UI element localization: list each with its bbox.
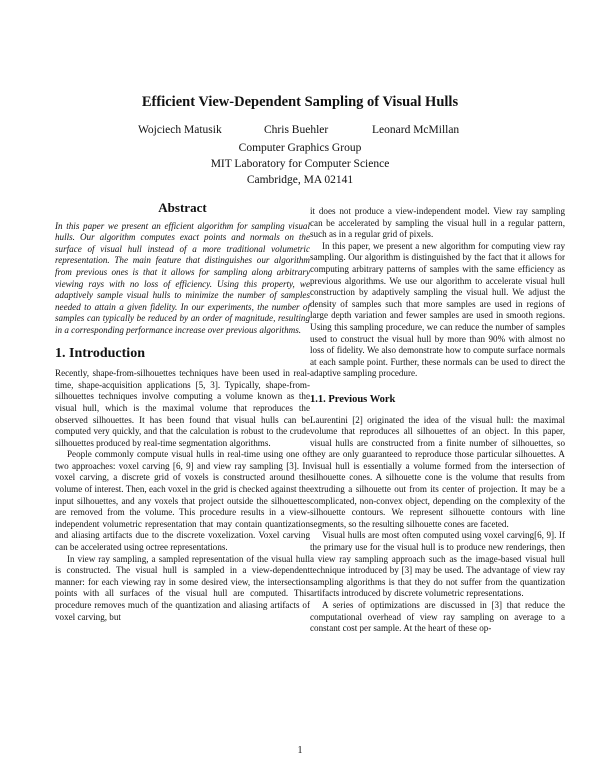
- affiliation-city: Cambridge, MA 02141: [246, 174, 354, 186]
- author-2: Chris Buehler: [264, 124, 329, 136]
- intro-paragraph-3-continued: it does not produce a view-independent model. View ray sampling can be accelerated by sampling the visual hull in a regular pattern, such as in a regular grid of pixels.: [310, 206, 565, 240]
- right-column: [310, 206, 565, 635]
- previous-work-heading: 1.1. Previous Work: [310, 393, 396, 405]
- abstract-body: In this paper we present an efficient algorithm for sampling visual hulls. Our algorithm computes exact points and normals on the surface of visual hull instead of a more traditional volumetric representation. The main feature that distinguishes our algorithm from previous ones is that it allows for sampling along arbitrary viewing rays with no loss of efficiency. Using this property, we adaptively sample visual hulls to minimize the number of samples needed to attain a given fidelity. In our experiments, the number of samples can typically be reduced by an order of magnitude, resulting in a corresponding performance increase over previous algorithms.: [55, 220, 310, 335]
- intro-paragraph-4: In this paper, we present a new algorithm for computing view ray sampling. Our algorithm is distinguished by the fact that it allows for computing arbitrary patterns of samples with the same efficiency as previous algorithms. We use our algorithm to accelerate visual hull construction by adaptively sampling the visual hull. We adjust the density of samples such that more samples are used in regions of large depth variation and fewer samples are used in smooth regions. Using this sampling procedure, we can reduce the number of samples used to construct the visual hull by more than 90% with almost no loss of fidelity. We also demonstrate how to compute surface normals at each sample point. Further, these normals can be used to direct the adaptive sampling procedure.: [310, 240, 565, 379]
- author-list: [0, 124, 600, 140]
- previous-work-paragraph-1: Laurentini [2] originated the idea of the visual hull: the maximal volume that reproduces all silhouettes of an object. In this paper, visual hulls are constructed from a finite number of silhouettes, so they are only guaranteed to reproduce those particular silhouettes. A visual hull is essentially a volume formed from the intersection of silhouette cones. A silhouette cone is the volume that results from extruding a silhouette out from its center of projection. It may be a complicated, non-convex object, depending on the complexity of the silhouette contours. We represent silhouette contours with line segments, so the resulting silhouette cones are faceted.: [310, 414, 565, 529]
- affiliation-lab: MIT Laboratory for Computer Science: [210, 158, 390, 170]
- previous-work-paragraph-2: Visual hulls are most often computed using voxel carving[6, 9]. If the primary use for the visual hull is to produce new renderings, then a view ray sampling approach such as the image-based visual hull technique introduced by [3] may be used. The advantage of view ray sampling algorithms is that they do not suffer from the quantization artifacts introduced by discrete volumetric representations.: [310, 530, 565, 599]
- introduction-heading: 1. Introduction: [55, 345, 145, 361]
- intro-paragraph-3: In view ray sampling, a sampled representation of the visual hull is constructed. The visual hull is sampled in a view-dependent manner: for each viewing ray in some desired view, the intersection points with all surfaces of the visual hull are computed. This procedure removes much of the quantization and aliasing artifacts of voxel carving, but: [55, 553, 310, 622]
- left-column: [55, 202, 310, 623]
- affiliation: [0, 140, 600, 188]
- previous-work-paragraph-3: A series of optimizations are discussed in [3] that reduce the computational overhead of view ray sampling on average to a constant cost per sample. At the heart of these op-: [310, 600, 565, 634]
- affiliation-group: Computer Graphics Group: [238, 142, 362, 154]
- intro-paragraph-1: Recently, shape-from-silhouettes techniques have been used in real-time, shape-acquisition applications [5, 3]. Typically, shape-from-silhouettes techniques involve computing a volume known as the visual hull, which is the maximal volume that reproduces the observed silhouettes. It has been found that visual hulls can be computed very quickly, and that the calculation is robust to the crude silhouettes produced by real-time segmentation algorithms.: [55, 368, 310, 448]
- intro-paragraph-2: People commonly compute visual hulls in real-time using one of two approaches: voxel carving [6, 9] and view ray sampling [3]. In voxel carving, a discrete grid of voxels is constructed around the volume of interest. Then, each voxel in the grid is checked against the input silhouettes, and any voxels that project outside the silhouettes are removed from the volume. This procedure results in a view-independent volumetric representation that may contain quantization and aliasing artifacts due to the discrete voxelization. Voxel carving can be accelerated using octree representations.: [55, 449, 310, 553]
- author-3: Leonard McMillan: [372, 124, 460, 136]
- abstract-heading: Abstract: [158, 200, 207, 215]
- paper-title: Efficient View-Dependent Sampling of Visual Hulls: [141, 94, 459, 110]
- page-number: 1: [297, 745, 303, 756]
- author-1: Wojciech Matusik: [138, 124, 222, 136]
